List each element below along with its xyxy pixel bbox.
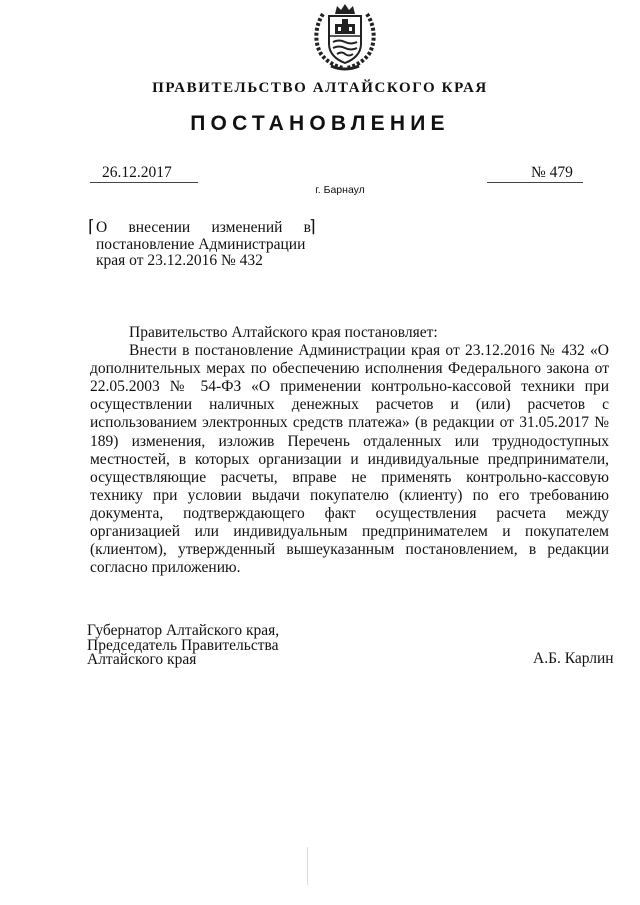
subject-line: постановление Администрации <box>96 235 306 253</box>
signatory-name: А.Б. Карлин <box>533 650 614 667</box>
subject-line: О внесении изменений в <box>96 219 311 236</box>
subject-line: края от 23.12.2016 № 432 <box>96 252 263 269</box>
subject-block <box>96 220 311 270</box>
resolution-body <box>90 324 609 577</box>
signatory-line: Губернатор Алтайского края, <box>87 622 280 639</box>
scan-mark <box>307 847 308 885</box>
signatory-line: Алтайского края <box>87 651 197 668</box>
subject-bracket-left: ⌈ <box>88 217 95 236</box>
government-name: ПРАВИТЕЛЬСТВО АЛТАЙСКОГО КРАЯ <box>152 80 488 96</box>
resolution-intro: Правительство Алтайского края постановляет: <box>129 324 438 341</box>
signatory-line: Председатель Правительства <box>87 636 279 654</box>
city-name: г. Барнаул <box>315 184 365 196</box>
document-date: 26.12.2017 <box>102 164 172 181</box>
subject-bracket-right: ⌉ <box>309 217 316 236</box>
number-underline <box>487 182 583 183</box>
document-type-title: ПОСТАНОВЛЕНИЕ <box>190 112 450 135</box>
date-underline <box>90 182 198 183</box>
document-number: № 479 <box>531 164 573 181</box>
resolution-main-paragraph: Внести в постановление Администрации края от 23.12.2016 № 432 «О дополнительных мерах по обеспечению исполнения Федерального закона от 22.05.2003 № 54-ФЗ «О применении контрольно-кассовой техники при осуществлении наличных денежных расчетов и (или) расчетов с использованием электронных средств платежа» (в редакции от 31.05.2017 № 189) изменения, изложив Перечень отдаленных или труднодоступных местностей, в которых организации и индивидуальные предприниматели, осуществляющие расчеты, вправе не применять контрольно-кассовую технику при условии выдачи покупателю (клиенту) по его требованию документа, подтверждающего факт осуществления расчета между организацией или индивидуальным предпринимателем и покупателем (клиентом), утвержденный вышеуказанным постановлением, в редакции согласно приложению. <box>90 342 609 577</box>
coat-of-arms-emblem <box>309 2 381 72</box>
signatory-title <box>87 624 279 668</box>
